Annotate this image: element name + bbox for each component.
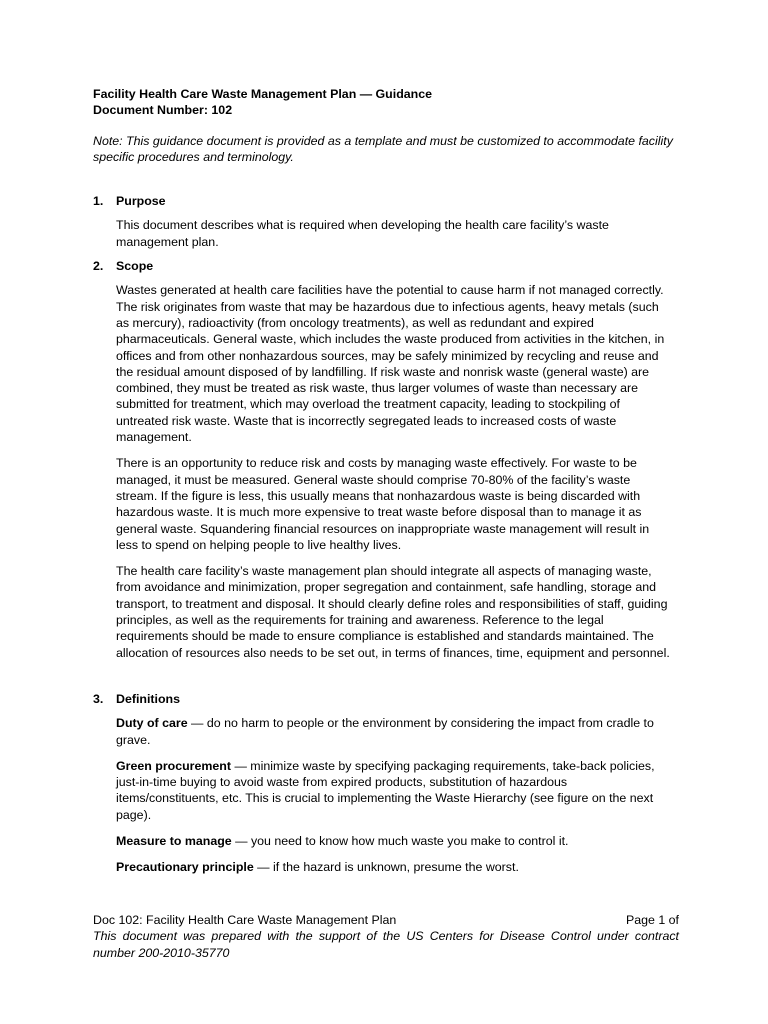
template-note: Note: This guidance document is provided as a template and must be customized to accommodate facility specific procedures and terminology. — [93, 133, 673, 164]
footer-page-label: Page 1 of — [625, 913, 679, 927]
scope-paragraph-2: There is an opportunity to reduce risk and costs by managing waste effectively. For waste to be managed, it must be measured. General waste should comprise 70-80% of the facility’s waste stream. If the figure is less, this usually means that nonhazardous waste is being discarded with hazardous waste. It is much more expensive to treat waste before disposal than to manage it as general waste. Squandering financial resources on inappropriate waste management will result in less to spend on helping people to live healthy lives. — [116, 456, 650, 552]
section-scope — [93, 258, 673, 661]
definition-text: — if the hazard is unknown, presume the worst. — [253, 860, 519, 875]
section-number: 2. — [93, 259, 104, 274]
definition-green-procurement — [116, 758, 673, 823]
scope-paragraph-1: Wastes generated at health care facilities have the potential to cause harm if not managed correctly. The risk originates from waste that may be hazardous due to infectious agents, heavy metals (such as mercury), radioactivity (from oncology treatments), as well as redundant and expired pharmaceuticals. General waste, which includes the waste produced from activities in the kitchen, in offices and from other nonhazardous sources, may be safely minimized by recycling and reuse and the residual amount disposed of by landfilling. If risk waste and nonrisk waste (general waste) are combined, they must be treated as risk waste, thus larger volumes of waste than necessary are submitted for treatment, which may overload the treatment capacity, leading to stockpiling of untreated risk waste. Waste that is incorrectly segregated leads to increased costs of waste management. — [116, 283, 665, 445]
section-definitions — [93, 691, 673, 876]
definition-duty-of-care — [116, 715, 673, 748]
page-footer — [93, 912, 679, 961]
purpose-paragraph: This document describes what is required when developing the health care facility’s waste management plan. — [116, 218, 609, 249]
document-number: Document Number: 102 — [93, 103, 233, 118]
footer-row — [93, 912, 679, 928]
definition-term: Measure to manage — [116, 833, 232, 848]
definition-term: Duty of care — [116, 716, 188, 731]
footer-support-note: This document was prepared with the support of the US Centers for Disease Control under contract number 200-2010-35770 — [93, 929, 679, 960]
section-number: 1. — [93, 194, 104, 209]
definition-text: — do no harm to people or the environment by considering the impact from cradle to grave. — [116, 716, 654, 747]
section-purpose — [93, 193, 673, 250]
section-heading: Scope — [116, 259, 154, 274]
definition-precautionary-principle — [116, 859, 673, 875]
definition-text: — minimize waste by specifying packaging requirements, take-back policies, just-in-time buying to avoid waste from expired products, substitution of hazardous items/constituents, etc. This is crucial to implementing the Waste Hierarchy (see figure on the next page). — [116, 758, 655, 822]
definition-measure-to-manage — [116, 833, 673, 849]
definition-term: Precautionary principle — [116, 860, 254, 875]
document-body — [93, 86, 673, 876]
definition-term: Green procurement — [116, 758, 231, 773]
scope-paragraph-3: The health care facility’s waste management plan should integrate all aspects of managing waste, from avoidance and minimization, proper segregation and containment, safe handling, storage and transport, to treatment and disposal. It should clearly define roles and responsibilities of staff, guiding principles, as well as the requirements for training and awareness. Reference to the legal requirements should be made to ensure compliance is established and standards maintained. The allocation of resources also needs to be set out, in terms of finances, time, equipment and personnel. — [116, 564, 670, 660]
footer-doc-label: Doc 102: Facility Health Care Waste Management Plan — [93, 913, 397, 927]
section-heading: Purpose — [116, 194, 166, 209]
definition-text: — you need to know how much waste you make to control it. — [231, 833, 569, 848]
section-number: 3. — [93, 691, 104, 706]
section-heading: Definitions — [116, 691, 181, 706]
document-title: Facility Health Care Waste Management Plan — Guidance — [93, 87, 432, 101]
